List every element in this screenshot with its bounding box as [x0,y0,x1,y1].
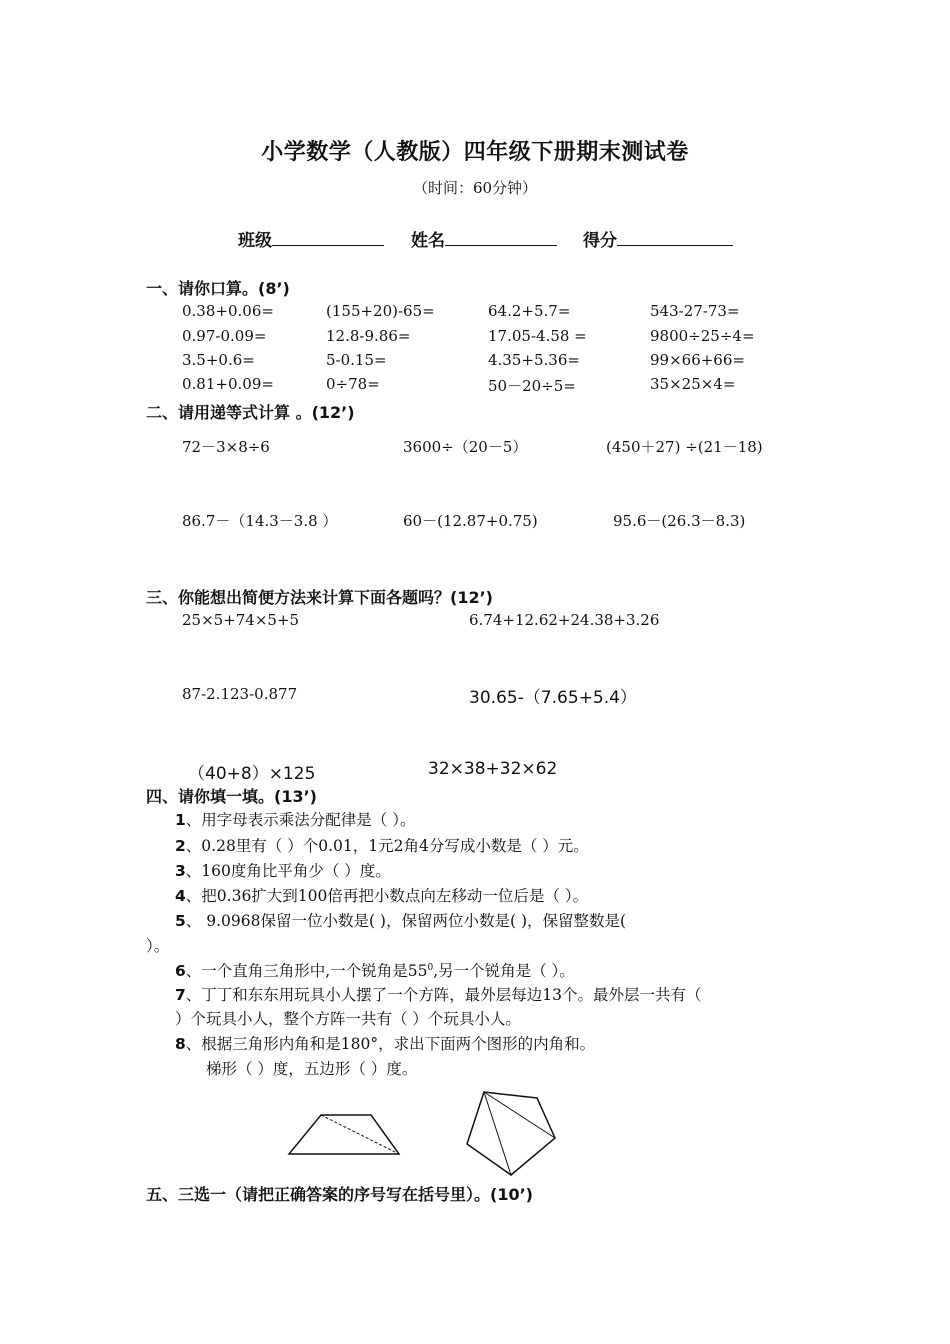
section-3-heading: 三、你能想出简便方法来计算下面各题吗？(12’) [146,588,493,607]
fill-item-7: 7、丁丁和东东用玩具小人摆了一个方阵，最外层每边13个。最外层一共有（ [175,986,702,1004]
class-blank[interactable] [272,227,384,246]
fill-item-5-cont: ）。 [146,937,170,955]
mental-item: 5-0.15= [326,351,387,369]
name-blank[interactable] [445,227,557,246]
degree-mark: 0 [427,962,434,973]
mental-item: (155+20)-65= [326,302,435,320]
score-label: 得分 [583,231,617,251]
section-2-heading: 二、请用递等式计算 。(12’) [146,403,355,422]
fill-item-6: 6、一个直角三角形中,一个锐角是$55^0$,另一个锐角是（ ）。 [175,962,575,980]
mental-item: 0.97-0.09= [182,327,267,345]
mental-item: 0.81+0.09= [182,375,274,393]
calc-item: 72－3×8÷6 [182,438,270,456]
calc-item: 86.7－（14.3－3.8 ） [182,512,338,530]
simplify-item: 87-2.123-0.877 [182,685,298,703]
mental-item: 50－20÷5= [488,377,576,395]
class-field [238,226,384,251]
trapezoid-diagonal [321,1115,399,1154]
simplify-item: 6.74+12.62+24.38+3.26 [469,611,660,629]
pentagon-outline [467,1092,555,1175]
mental-item: 99×66+66= [650,351,745,369]
mental-item: 0.38+0.06= [182,302,274,320]
score-field [583,226,733,251]
mental-item: 9800÷25÷4= [650,327,755,345]
calc-item: 95.6－(26.3－8.3) [613,512,746,530]
score-blank[interactable] [617,227,733,246]
simplify-item: 30.65-（7.65+5.4） [469,688,637,708]
calc-item: 3600÷（20－5） [403,438,528,456]
calc-item: 60－(12.87+0.75) [403,512,538,530]
fill-item-8: 8、根据三角形内角和是180°，求出下面两个图形的内角和。 [175,1035,596,1053]
fill-item-7-cont: ）个玩具小人，整个方阵一共有（ ）个玩具小人。 [175,1010,521,1028]
class-label: 班级 [238,231,272,251]
simplify-item: 32×38+32×62 [428,759,558,779]
mental-item: 35×25×4= [650,375,736,393]
mental-item: 4.35+5.36= [488,351,580,369]
fill-item-2: 2、0.28里有（ ）个0.01，1元2角4分写成小数是（ ）元。 [175,837,589,855]
mental-item: 543-27-73= [650,302,740,320]
fill-item-1: 1、用字母表示乘法分配律是（ ）。 [175,811,416,829]
section-4-heading: 四、请你填一填。(13’) [146,787,317,806]
simplify-item: 25×5+74×5+5 [182,611,300,629]
time-limit: （时间：60分钟） [412,179,538,197]
mental-item: 3.5+0.6= [182,351,255,369]
trapezoid-outline [289,1115,399,1154]
trapezoid-figure [286,1113,401,1157]
name-field [411,226,557,251]
mental-item: 17.05-4.58 = [488,327,587,345]
page-title: 小学数学（人教版）四年级下册期末测试卷 [261,140,689,165]
section-5-heading: 五、三选一（请把正确答案的序号写在括号里）。(10’) [146,1185,533,1204]
fill-item-4: 4、把0.36扩大到100倍再把小数点向左移动一位后是（ ）。 [175,887,589,905]
mental-item: 0÷78= [326,375,380,393]
pentagon-diagonal [484,1092,511,1175]
mental-item: 64.2+5.7= [488,302,571,320]
fill-item-5: 5、 9.0968保留一位小数是( )，保留两位小数是( )，保留整数是( [175,912,627,930]
fill-item-8-cont: 梯形（ ）度，五边形（ ）度。 [206,1060,418,1078]
mental-item: 12.8-9.86= [326,327,411,345]
name-label: 姓名 [411,231,445,251]
section-1-heading: 一、请你口算。(8’) [146,279,290,298]
calc-item: (450＋27) ÷(21－18) [606,438,763,456]
fill-item-3: 3、160度角比平角少（ ）度。 [175,862,391,880]
pentagon-figure [464,1084,558,1178]
simplify-item: （40+8）×125 [188,764,316,784]
